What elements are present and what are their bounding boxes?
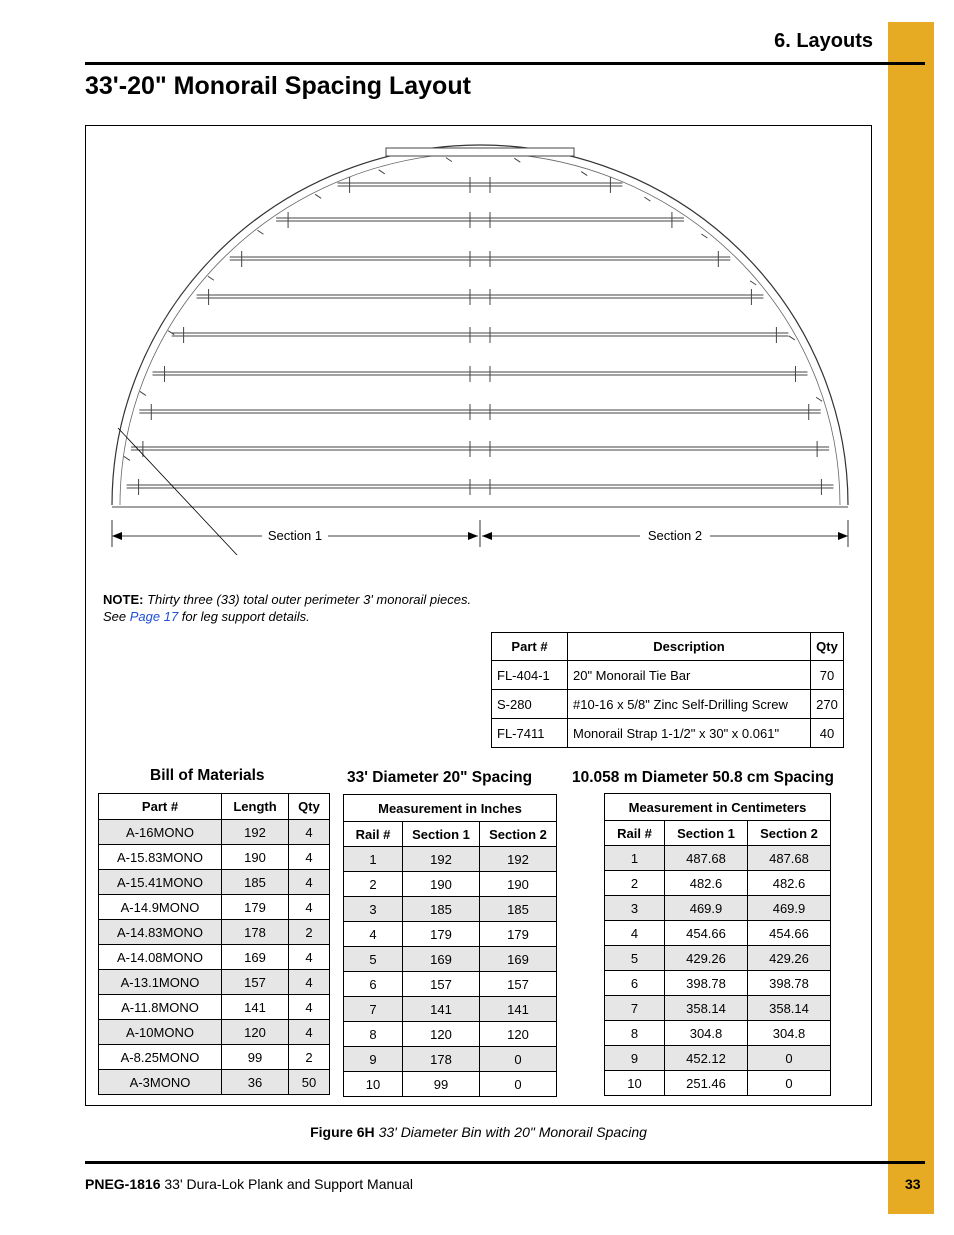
table-cell: 179	[403, 922, 480, 947]
footer-rule	[85, 1161, 925, 1164]
table-row	[344, 1072, 557, 1097]
parts-header-part: Part #	[492, 633, 568, 661]
table-row	[99, 820, 330, 845]
table-cell: 178	[222, 920, 289, 945]
table-cell: 185	[403, 897, 480, 922]
table-row	[99, 870, 330, 895]
table-cell: 4	[289, 945, 330, 970]
table-cell: 469.9	[748, 896, 831, 921]
header-rule	[85, 62, 925, 65]
table-cell: 2	[605, 871, 665, 896]
part-number: S-280	[492, 690, 568, 719]
table-cell: 179	[480, 922, 557, 947]
table-cell: 9	[344, 1047, 403, 1072]
table-cell: 454.66	[748, 921, 831, 946]
table-cell: A-13.1MONO	[99, 970, 222, 995]
bom-title: Bill of Materials	[150, 767, 265, 784]
table-cell: 120	[480, 1022, 557, 1047]
table-cell: 429.26	[748, 946, 831, 971]
part-description: #10-16 x 5/8" Zinc Self-Drilling Screw	[568, 690, 811, 719]
table-cell: 36	[222, 1070, 289, 1095]
table-cell: 185	[222, 870, 289, 895]
table-cell: 169	[480, 947, 557, 972]
table-row	[605, 1021, 831, 1046]
table-cell: A-14.9MONO	[99, 895, 222, 920]
table-cell: 398.78	[748, 971, 831, 996]
table-cell: 2	[289, 1045, 330, 1070]
parts-header-qty: Qty	[811, 633, 844, 661]
table-cell: 192	[222, 820, 289, 845]
table-cell: A-8.25MONO	[99, 1045, 222, 1070]
table-cell: 398.78	[665, 971, 748, 996]
part-qty: 270	[811, 690, 844, 719]
table-cell: 2	[344, 872, 403, 897]
inches-header-section2: Section 2	[480, 822, 557, 847]
table-cell: 2	[289, 920, 330, 945]
table-cell: 157	[222, 970, 289, 995]
table-cell: A-3MONO	[99, 1070, 222, 1095]
table-cell: 0	[748, 1071, 831, 1096]
table-cell: 429.26	[665, 946, 748, 971]
page-number: 33	[905, 1176, 921, 1192]
bill-of-materials-table	[98, 793, 330, 1095]
inches-header-section1: Section 1	[403, 822, 480, 847]
table-cell: 179	[222, 895, 289, 920]
table-cell: 141	[403, 997, 480, 1022]
table-row	[344, 922, 557, 947]
cm-header-rail: Rail #	[605, 821, 665, 846]
table-cell: 454.66	[665, 921, 748, 946]
table-cell: 157	[403, 972, 480, 997]
table-cell: 192	[403, 847, 480, 872]
table-cell: 5	[344, 947, 403, 972]
table-row	[99, 1020, 330, 1045]
page-link[interactable]: Page 17	[129, 609, 179, 624]
table-cell: 178	[403, 1047, 480, 1072]
table-cell: 99	[403, 1072, 480, 1097]
table-cell: 4	[289, 995, 330, 1020]
table-cell: 4	[605, 921, 665, 946]
table-row	[99, 1045, 330, 1070]
part-description: 20" Monorail Tie Bar	[568, 661, 811, 690]
table-row	[99, 995, 330, 1020]
figure-caption-text: 33' Diameter Bin with 20" Monorail Spacing	[378, 1124, 647, 1140]
table-cell: 7	[605, 996, 665, 1021]
table-cell: 358.14	[748, 996, 831, 1021]
table-row	[99, 945, 330, 970]
table-cell: 120	[403, 1022, 480, 1047]
table-cell: 185	[480, 897, 557, 922]
monorail-layout-diagram	[100, 135, 860, 555]
table-cell: 1	[605, 846, 665, 871]
table-cell: 4	[289, 870, 330, 895]
table-cell: 8	[605, 1021, 665, 1046]
table-row	[605, 971, 831, 996]
table-cell: 5	[605, 946, 665, 971]
footer	[85, 1176, 413, 1192]
parts-header-description: Description	[568, 633, 811, 661]
table-cell: 482.6	[748, 871, 831, 896]
table-cell: 7	[344, 997, 403, 1022]
table-row	[605, 996, 831, 1021]
table-cell: 192	[480, 847, 557, 872]
page-title: 33'-20" Monorail Spacing Layout	[85, 72, 471, 100]
doc-title: 33' Dura-Lok Plank and Support Manual	[164, 1176, 413, 1192]
table-cell: 169	[222, 945, 289, 970]
table-row	[99, 895, 330, 920]
table-cell: 4	[289, 1020, 330, 1045]
table-cell: 251.46	[665, 1071, 748, 1096]
part-number: FL-404-1	[492, 661, 568, 690]
chapter-tab	[888, 22, 934, 1214]
table-row	[492, 719, 844, 748]
table-cell: A-15.41MONO	[99, 870, 222, 895]
table-row	[99, 920, 330, 945]
inches-table	[343, 794, 557, 1097]
figure-label: Figure 6H	[310, 1124, 375, 1140]
inches-header-rail: Rail #	[344, 822, 403, 847]
table-row	[344, 872, 557, 897]
table-cell: A-15.83MONO	[99, 845, 222, 870]
table-row	[344, 972, 557, 997]
table-row	[492, 690, 844, 719]
table-cell: 4	[289, 845, 330, 870]
table-cell: 120	[222, 1020, 289, 1045]
table-cell: 482.6	[665, 871, 748, 896]
note	[103, 591, 483, 625]
section-2-label: Section 2	[647, 528, 703, 543]
table-row	[492, 661, 844, 690]
part-number: FL-7411	[492, 719, 568, 748]
table-cell: 190	[480, 872, 557, 897]
table-cell: 8	[344, 1022, 403, 1047]
table-cell: 157	[480, 972, 557, 997]
table-cell: 10	[605, 1071, 665, 1096]
table-cell: 10	[344, 1072, 403, 1097]
table-row	[344, 1022, 557, 1047]
note-label: NOTE:	[103, 592, 144, 607]
table-row	[344, 847, 557, 872]
table-cell: 4	[289, 895, 330, 920]
bom-header-length: Length	[222, 794, 289, 820]
part-description: Monorail Strap 1-1/2" x 30" x 0.061"	[568, 719, 811, 748]
table-cell: 469.9	[665, 896, 748, 921]
table-cell: A-14.08MONO	[99, 945, 222, 970]
table-row	[344, 947, 557, 972]
table-row	[605, 896, 831, 921]
table-cell: 9	[605, 1046, 665, 1071]
table-cell: 487.68	[748, 846, 831, 871]
table-cell: 304.8	[748, 1021, 831, 1046]
bom-header-part: Part #	[99, 794, 222, 820]
part-qty: 70	[811, 661, 844, 690]
table-cell: 141	[222, 995, 289, 1020]
table-row	[344, 1047, 557, 1072]
table-cell: 169	[403, 947, 480, 972]
inches-table-title: 33' Diameter 20" Spacing	[347, 769, 533, 786]
table-cell: 190	[403, 872, 480, 897]
table-cell: 3	[605, 896, 665, 921]
table-cell: 0	[480, 1072, 557, 1097]
table-cell: 99	[222, 1045, 289, 1070]
parts-table	[491, 632, 844, 748]
table-cell: 0	[748, 1046, 831, 1071]
part-qty: 40	[811, 719, 844, 748]
table-cell: 6	[344, 972, 403, 997]
table-cell: 3	[344, 897, 403, 922]
table-cell: 6	[605, 971, 665, 996]
table-cell: 4	[289, 970, 330, 995]
table-row	[605, 1046, 831, 1071]
inches-table-caption: Measurement in Inches	[344, 795, 557, 822]
table-cell: A-16MONO	[99, 820, 222, 845]
table-cell: A-14.83MONO	[99, 920, 222, 945]
table-cell: 358.14	[665, 996, 748, 1021]
table-row	[99, 845, 330, 870]
table-cell: 452.12	[665, 1046, 748, 1071]
cm-header-section2: Section 2	[748, 821, 831, 846]
table-cell: 1	[344, 847, 403, 872]
table-row	[344, 997, 557, 1022]
section-1-label: Section 1	[267, 528, 323, 543]
table-cell: 304.8	[665, 1021, 748, 1046]
table-row	[605, 846, 831, 871]
cm-header-section1: Section 1	[665, 821, 748, 846]
table-cell: A-10MONO	[99, 1020, 222, 1045]
table-row	[605, 946, 831, 971]
table-row	[605, 871, 831, 896]
table-row	[605, 1071, 831, 1096]
table-cell: 141	[480, 997, 557, 1022]
bom-header-qty: Qty	[289, 794, 330, 820]
table-cell: 4	[289, 820, 330, 845]
table-cell: 50	[289, 1070, 330, 1095]
table-cell: 487.68	[665, 846, 748, 871]
table-row	[344, 897, 557, 922]
figure-caption	[85, 1124, 872, 1140]
section-title: 6. Layouts	[774, 30, 873, 52]
table-row	[99, 1070, 330, 1095]
table-cell: A-11.8MONO	[99, 995, 222, 1020]
note-text: Thirty three (33) total outer perimeter 3' monorail pieces. See	[103, 592, 472, 624]
centimeters-table	[604, 793, 831, 1096]
table-row	[605, 921, 831, 946]
table-cell: 0	[480, 1047, 557, 1072]
cm-table-title: 10.058 m Diameter 50.8 cm Spacing	[572, 769, 834, 786]
table-cell: 190	[222, 845, 289, 870]
doc-id: PNEG-1816	[85, 1176, 161, 1192]
cm-table-caption: Measurement in Centimeters	[605, 794, 831, 821]
note-text-end: for leg support details.	[178, 609, 310, 624]
table-row	[99, 970, 330, 995]
table-cell: 4	[344, 922, 403, 947]
